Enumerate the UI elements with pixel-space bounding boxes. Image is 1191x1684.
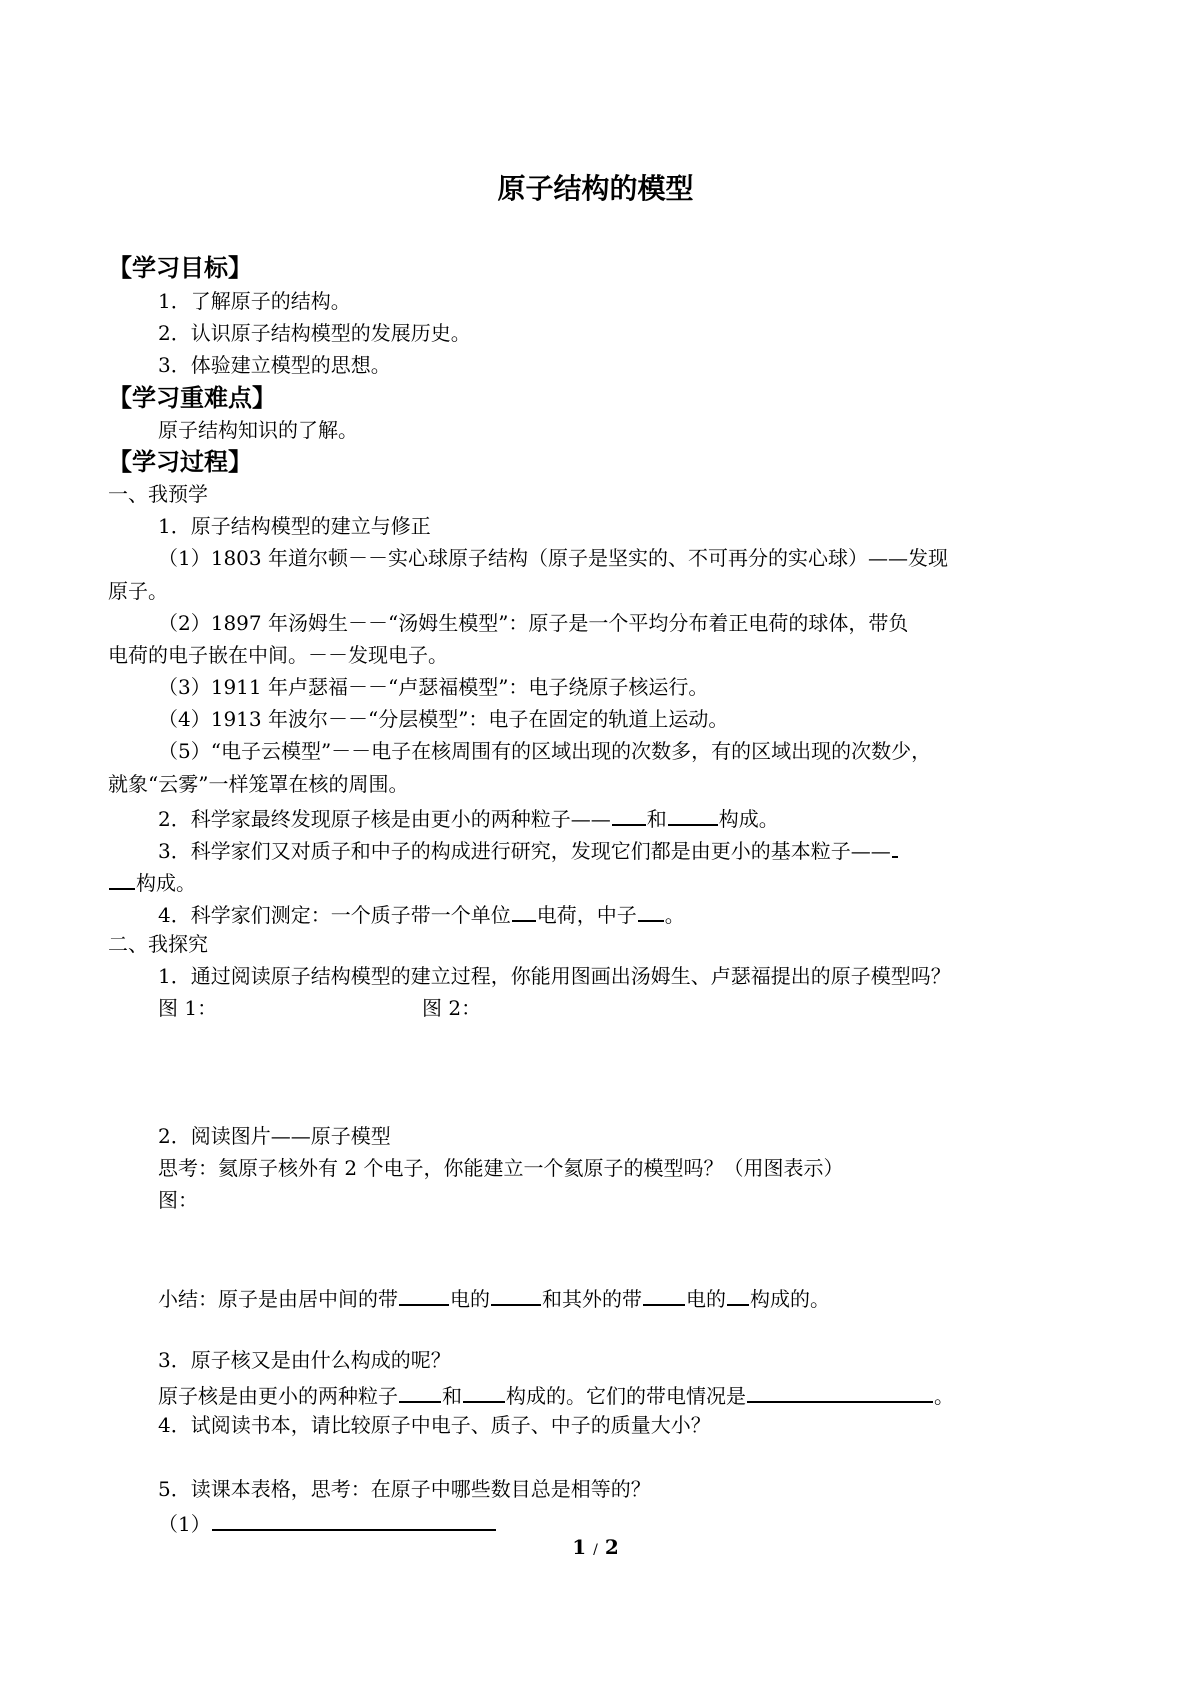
summary-line	[158, 1284, 830, 1311]
answer-blank[interactable]	[638, 900, 664, 922]
question-text: 2．科学家最终发现原子核是由更小的两种粒子——	[158, 807, 611, 831]
answer-blank[interactable]	[463, 1381, 505, 1403]
page-current: 1	[572, 1535, 587, 1559]
goal-item: 3．体验建立模型的思想。	[158, 353, 391, 377]
preview-question-3-cont	[108, 868, 196, 895]
history-item-1: （1）1803 年道尔顿－－实心球原子结构（原子是坚实的、不可再分的实心球）——发现	[158, 546, 948, 570]
history-item-5: （5）“电子云模型”－－电子在核周围有的区域出现的次数多，有的区域出现的次数少，	[158, 739, 932, 763]
explore-question-5: 5．读课本表格，思考：在原子中哪些数目总是相等的？	[158, 1477, 651, 1501]
summary-text: 电的	[450, 1287, 490, 1311]
summary-text: 构成的。	[750, 1287, 830, 1311]
question-text: 4．科学家们测定：一个质子带一个单位	[158, 903, 511, 927]
answer-blank[interactable]	[892, 836, 898, 858]
summary-text: 电的	[686, 1287, 726, 1311]
think-prompt: 思考：氦原子核外有 2 个电子，你能建立一个氦原子的模型吗？（用图表示）	[158, 1156, 844, 1180]
answer-blank[interactable]	[109, 868, 135, 890]
key-point-text: 原子结构知识的了解。	[158, 418, 358, 442]
explore-question-2: 2．阅读图片——原子模型	[158, 1124, 391, 1148]
page-total: 2	[604, 1535, 619, 1559]
answer-blank[interactable]	[491, 1284, 541, 1306]
summary-text: 小结：原子是由居中间的带	[158, 1287, 398, 1311]
question-text: 构成。	[136, 871, 196, 895]
summary-text: 和其外的带	[542, 1287, 642, 1311]
nucleus-composition-line	[158, 1381, 954, 1408]
page-separator: /	[593, 1542, 598, 1558]
explore-question-3: 3．原子核又是由什么构成的呢？	[158, 1348, 451, 1372]
question-text: 电荷，中子	[536, 903, 637, 927]
answer-blank[interactable]	[399, 1381, 441, 1403]
answer-blank[interactable]	[612, 804, 646, 826]
history-item-1-cont: 原子。	[108, 579, 168, 603]
question-text: 构成。	[718, 807, 779, 831]
part-heading-explore: 二、我探究	[108, 932, 208, 956]
answer-blank[interactable]	[643, 1284, 685, 1306]
question-text: 和	[646, 807, 667, 831]
preview-question-4	[158, 900, 685, 927]
section-heading-goals: 【学习目标】	[108, 254, 252, 282]
question-text: 和	[442, 1384, 462, 1408]
goal-item: 1．了解原子的结构。	[158, 289, 351, 313]
preview-question-3	[158, 836, 899, 863]
answer-blank[interactable]	[668, 804, 718, 826]
answer-blank[interactable]	[727, 1284, 749, 1306]
page-title: 原子结构的模型	[497, 172, 694, 205]
answer-blank[interactable]	[399, 1284, 449, 1306]
preview-question-1: 1．原子结构模型的建立与修正	[158, 514, 431, 538]
history-item-4: （4）1913 年波尔－－“分层模型”：电子在固定的轨道上运动。	[158, 707, 729, 731]
answer-number: （1）	[158, 1512, 211, 1536]
question-text: 。	[664, 903, 685, 927]
section-heading-key-points: 【学习重难点】	[108, 384, 276, 412]
answer-blank[interactable]	[212, 1509, 496, 1531]
explore-question-1: 1．通过阅读原子结构模型的建立过程，你能用图画出汤姆生、卢瑟福提出的原子模型吗？	[158, 964, 951, 988]
section-heading-process: 【学习过程】	[108, 448, 252, 476]
figure-1-label: 图 1：	[158, 996, 218, 1020]
history-item-2: （2）1897 年汤姆生－－“汤姆生模型”：原子是一个平均分布着正电荷的球体，带负	[158, 611, 909, 635]
history-item-3: （3）1911 年卢瑟福－－“卢瑟福模型”：电子绕原子核运行。	[158, 675, 709, 699]
goal-item: 2．认识原子结构模型的发展历史。	[158, 321, 471, 345]
answer-blank[interactable]	[512, 900, 536, 922]
history-item-2-cont: 电荷的电子嵌在中间。－－发现电子。	[108, 643, 448, 667]
question-text: 3．科学家们又对质子和中子的构成进行研究，发现它们都是由更小的基本粒子——	[158, 839, 891, 863]
question-text: 。	[934, 1384, 954, 1408]
question-text: 构成的。它们的带电情况是	[506, 1384, 746, 1408]
history-item-5-cont: 就象“云雾”一样笼罩在核的周围。	[108, 772, 409, 796]
question-text: 原子核是由更小的两种粒子	[158, 1384, 398, 1408]
answer-blank[interactable]	[747, 1381, 933, 1403]
page-number	[0, 1535, 1191, 1559]
figure-2-label: 图 2：	[422, 996, 482, 1020]
explore-question-4: 4．试阅读书本，请比较原子中电子、质子、中子的质量大小？	[158, 1413, 711, 1437]
part-heading-preview: 一、我预学	[108, 482, 208, 506]
preview-question-2	[158, 804, 779, 831]
explore-question-5-answer-1	[158, 1509, 497, 1536]
figure-label: 图：	[158, 1188, 198, 1212]
